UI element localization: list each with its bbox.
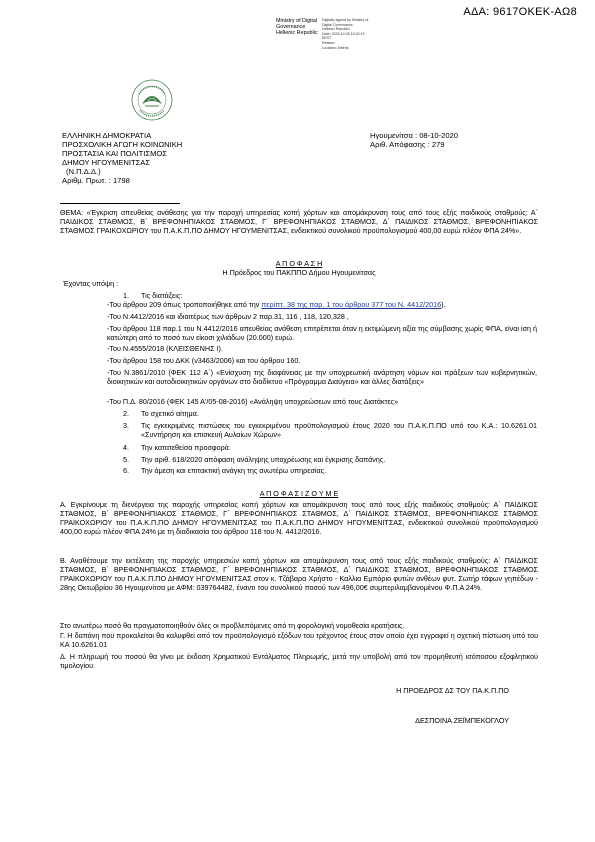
law-reference: -Του Ν.4412/2016 και ιδιαιτέρως των άρθρων 2 παρ.31, 116 , 118, 120,328 , — [107, 312, 349, 321]
signature-meta-line: EEST — [322, 36, 332, 41]
law-reference: -Του Ν.4555/2018 (ΚΛΕΙΣΘΕΝΗΣ Ι). — [107, 344, 223, 353]
law-text: -Του άρθρου 209 όπως τροποποιήθηκε από την — [107, 300, 262, 309]
decision-title: Α Π Ο Φ Α Σ Η — [275, 259, 323, 268]
issuer-line: (Ν.Π.Δ.Δ.) — [66, 167, 101, 176]
date-header — [370, 131, 458, 149]
signature-line: Hellenic Republic — [276, 30, 318, 37]
signer-role: Η ΠΡΟΕΔΡΟΣ ΔΣ ΤΟΥ ΠΑ.Κ.Π.ΠΟ — [396, 686, 509, 695]
item-text: Τις εγκεκριμένες πιστώσεις του εγκεκριμένου προϋπολογισμού έτους 2020 του Π.Α.Κ.Π.ΠΟ υπό του Κ.Α.: 10.6261.01 «Συντήρηση και επισκευή Αυλαίων Χώρων» — [141, 421, 537, 440]
item-text: Το σχετικό αίτημα. — [141, 409, 199, 418]
item-text: Την κατατεθείσα προσφορά. — [141, 443, 231, 452]
ada-code: ΑΔΑ: 9617ΟΚΕΚ-ΑΩ8 — [463, 6, 577, 18]
digital-signature-meta — [322, 18, 368, 50]
issuer-line: ΔΗΜΟΥ ΗΓΟΥΜΕΝΙΤΣΑΣ — [62, 158, 151, 167]
header-divider — [60, 203, 180, 204]
paragraph-withholdings: Στο ανωτέρω ποσό θα πραγματοποιηθούν όλες οι προβλεπόμενες από τη φορολογική νομοθεσία κρατήσεις. — [60, 621, 405, 630]
signer-name: ΔΕΣΠΟΙΝΑ ΖΕΪΜΠΕΚΟΓΛΟΥ — [415, 716, 509, 725]
signature-meta-line: Date: 2020.10.08 15:32:15 — [322, 31, 365, 36]
item-text: Την άμεση και επιτακτική ανάγκη της ανωτέρω υπηρεσίας. — [141, 466, 327, 475]
decision-number: Αριθ. Απόφασης : 279 — [370, 140, 445, 149]
signature-meta-line: Hellenic Republic — [322, 27, 350, 32]
item-number: 3. — [123, 421, 129, 430]
considering-label: Έχοντας υπόψη : — [63, 279, 119, 288]
law-reference: -Του άρθρου 118 παρ.1 του Ν.4412/2016 απευθείας ανάθεση επιτρέπεται όταν η εκτιμώμενη αξία της σύμβασης χωρίς ΦΠΑ, είναι ίση ή κατώτερη από το ποσό των είκοσι χιλιάδων (20.000) ευρώ. — [107, 324, 537, 343]
issuer-header — [62, 131, 182, 185]
item-number: 5. — [123, 455, 129, 464]
issue-date: Ηγουμενίτσα : 08-10-2020 — [370, 131, 459, 140]
law-reference: -Του άρθρου 158 του ΔΚΚ (ν3463/2006) και του άρθρου 160. — [107, 356, 301, 365]
paragraph-a: Α. Εγκρίνουμε τη διενέργεια της παροχής υπηρεσίας κοπή χόρτων και απομάκρυνση τους από τους εξής παιδικούς σταθμούς: Α΄ ΠΑΙΔΙΚΟΣ ΣΤΑΘΜΟΣ, Β΄ ΒΡΕΦΟΝΗΠΙΑΚΟΣ ΣΤΑΘΜΟΣ, Γ΄ ΒΡΕΦΟΝΗΠΙΑΚΟΣ ΣΤΑΘΜΟΣ, Δ΄ ΠΑΙΔΙΚΟΣ ΣΤΑΘΜΟΣ, ΒΡΕΦΟΝΗΠΙΑΚΟΣ ΣΤΑΘΜΟΣ ΓΡΑΙΚΟΧΩΡΙΟΥ του Π.Α.Κ.Π.ΠΟ ΔΗΜΟΥ ΗΓΟΥΜΕΝΙΤΣΑΣ του Π.Α.Κ.Π.ΠΟ ΔΗΜΟΥ ΗΓΟΥΜΕΝΙΤΣΑΣ, ενδεικτικού συνολικού προϋπολογισμού 400,00 ευρώ πλέον ΦΠΑ 24% με τη διαδικασία του άρθρου 118 του Ν. 4412/2016. — [60, 500, 538, 537]
law-text: ). — [441, 300, 446, 309]
law-link[interactable]: περίπτ. 38 της παρ. 1 του άρθρου 377 του Ν. 4412/2016 — [261, 300, 442, 309]
signature-meta-line: Digitally signed by Ministry of — [322, 18, 369, 22]
item-number: 1. — [123, 291, 129, 300]
item-number: 6. — [123, 466, 129, 475]
issuer-line: ΕΛΛΗΝΙΚΗ ΔΗΜΟΚΡΑΤΙΑ — [62, 131, 152, 140]
issuer-line: ΠΡΟΣΤΑΣΙΑ ΚΑΙ ΠΟΛΙΤΙΣΜΟΣ — [62, 149, 168, 158]
item-number: 2. — [123, 409, 129, 418]
law-reference: -Του Ν.3861/2010 (ΦΕΚ 112 Α΄) «Ενίσχυση της διαφάνειας με την υποχρεωτική ανάρτηση νόμων και πράξεων των κυβερνητικών, διοικητικών και αυτοδιοικητικών οργάνων στο διαδίκτυο «Πρόγραμμα Διαύγεια» και άλλες διατάξεις» — [107, 368, 537, 387]
signature-line: Ministry of Digital — [276, 18, 318, 24]
law-reference: -Του Π.Δ. 80/2016 (ΦΕΚ 145 Α'/05-08-2016) «Ανάληψη υποχρεώσεων από τους Διατάκτες» — [107, 397, 399, 406]
paragraph-b: Β. Αναθέτουμε την εκτέλεση της παροχής υπηρεσιών κοπή χόρτων και απομάκρυνση τους από τους εξής παιδικούς σταθμούς: Α΄ ΠΑΙΔΙΚΟΣ ΣΤΑΘΜΟΣ, Β΄ ΒΡΕΦΟΝΗΠΙΑΚΟΣ ΣΤΑΘΜΟΣ, Γ΄ ΒΡΕΦΟΝΗΠΙΑΚΟΣ ΣΤΑΘΜΟΣ, Δ΄ ΠΑΙΔΙΚΟΣ ΣΤΑΘΜΟΣ, ΒΡΕΦΟΝΗΠΙΑΚΟΣ ΣΤΑΘΜΟΣ ΓΡΑΙΚΟΧΩΡΙΟΥ του Π.Α.Κ.Π.ΠΟ ΔΗΜΟΥ ΗΓΟΥΜΕΝΙΤΣΑΣ στον κ. Τζάβαρα Χρήστο - Καλλια Εμπόριο φυτών ανθέων φυτ. Σωτήρ τάφων γηπέδων - 28ης Οκτωβρίου 36 Ηγουμενίτσα με ΑΦΜ: 039764482, έναντι του συνολικού ποσού των 496,00€ συμπεριλαμβανομένου Φ.Π.Α 24%. — [60, 556, 538, 593]
municipality-seal-logo — [130, 78, 174, 122]
signature-meta-line: Digital Governance, — [322, 22, 354, 27]
signature-meta-line: Location: Athens — [322, 45, 349, 50]
item-text: Την αριθ. 618/2020 απόφαση ανάληψης υποχρέωσης και έγκρισης δαπάνης. — [141, 455, 386, 464]
law-reference — [107, 300, 537, 309]
subject-paragraph: ΘΕΜΑ: «Έγκριση απευθείας ανάθεσης για την παροχή υπηρεσίας κοπή χόρτων και απομάκρυνση τους από τους εξής παιδικούς σταθμούς: Α΄ ΠΑΙΔΙΚΟΣ ΣΤΑΘΜΟΣ, Β΄ ΒΡΕΦΟΝΗΠΙΑΚΟΣ ΣΤΑΘΜΟΣ, Γ΄ ΒΡΕΦΟΝΗΠΙΑΚΟΣ ΣΤΑΘΜΟΣ, Δ΄ ΠΑΙΔΙΚΟΣ ΣΤΑΘΜΟΣ, ΒΡΕΦΟΝΗΠΙΑΚΟΣ ΣΤΑΘΜΟΣ ΓΡΑΙΚΟΧΩΡΙΟΥ του Π.Α.Κ.Π.ΠΟ ΔΗΜΟΥ ΗΓΟΥΜΕΝΙΤΣΑΣ, ενδεικτικού συνολικού προϋπολογισμού 400,00 ευρώ πλέον ΦΠΑ 24%». — [60, 208, 538, 236]
item-number: 4. — [123, 443, 129, 452]
signature-meta-line: Reason: — [322, 40, 336, 45]
paragraph-d: Δ. Η πληρωμή του ποσού θα γίνει με έκδοση Χρηματικού Εντάλματος Πληρωμής, μετά την υποβολή από τον προμηθευτή ισόποσου εξοφλητικού τιμολογίου. — [60, 652, 538, 671]
president-line: Η Πρόεδρος του ΠΑΚΠΠΟ Δήμου Ηγουμενίτσας — [222, 268, 376, 277]
paragraph-c: Γ. Η δαπάνη που προκαλείται θα καλυφθεί από τον προϋπολογισμό εξόδων του τρέχοντος έτους στον οποίο έχει εγγραφεί η σχετική πίστωση υπό του ΚΑ 10.6261.01 — [60, 631, 538, 650]
protocol-number: Αριθμ. Πρωτ. : 1798 — [62, 176, 130, 185]
we-decide-title: Α Π Ο Φ Α Σ Ι Ζ Ο Υ Μ Ε — [259, 489, 339, 498]
digital-signature-block — [276, 18, 318, 37]
item-text: Τις διατάξεις: — [141, 291, 183, 300]
signature-line: Governance — [276, 24, 306, 31]
issuer-line: ΠΡΟΣΧΟΛΙΚΗ ΑΓΩΓΗ ΚΟΙΝΩΝΙΚΗ — [62, 140, 183, 149]
